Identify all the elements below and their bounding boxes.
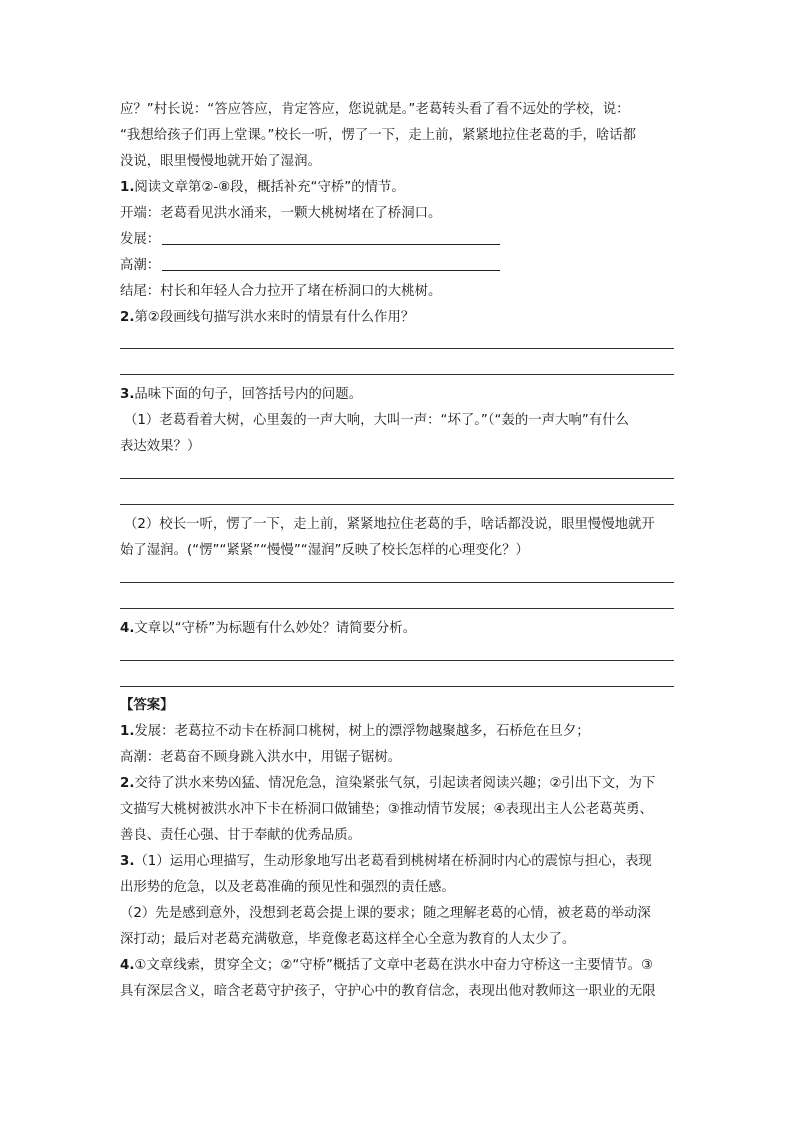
answer-1-number: 1.: [120, 724, 135, 739]
answer-4-number: 4.: [120, 958, 135, 973]
answer-3-number: 3.: [120, 854, 135, 869]
question-4-number: 4.: [120, 621, 135, 636]
question-3-1-answer-line-2[interactable]: [120, 504, 674, 505]
plot-climax: [120, 257, 500, 275]
answer-4-line-1: [120, 957, 653, 975]
passage-line-2: “我想给孩子们再上堂课。”校长一听，愣了一下，走上前，紧紧地拉住老葛的手，啥话都: [120, 128, 637, 143]
question-3-number: 3.: [120, 387, 135, 402]
answer-3-line-1: [120, 853, 652, 871]
question-4: [120, 620, 416, 638]
climax-label: 高潮：: [120, 258, 161, 273]
answer-2-line-2: 文描写大桃树被洪水冲下卡在桥洞口做铺垫；③推动情节发展；④表现出主人公老葛英勇、: [120, 802, 653, 817]
development-label: 发展：: [120, 232, 161, 247]
question-1-number: 1.: [120, 180, 135, 195]
answer-4-text-1: ①文章线索，贯穿全文；②“守桥”概括了文章中老葛在洪水中奋力守桥这一主要情节。③: [134, 958, 653, 973]
question-1: [120, 179, 405, 197]
question-3-sub-2-line-2: 始了湿润。(“愣”“紧紧”“慢慢”“湿润”反映了校长怎样的心理变化？）: [120, 543, 529, 558]
question-3: [120, 386, 362, 404]
question-2-stem: 第②段画线句描写洪水来时的情景有什么作用？: [134, 310, 415, 325]
answer-3-line-3: （2）先是感到意外，没想到老葛会提上课的要求；随之理解老葛的心情，被老葛的举动深: [120, 906, 651, 921]
question-1-stem: 阅读文章第②-⑧段，概括补充“守桥”的情节。: [134, 180, 405, 195]
answer-2-line-3: 善良、责任心强、甘于奉献的优秀品质。: [120, 828, 362, 843]
question-3-2-answer-line-1[interactable]: [120, 582, 674, 583]
development-answer-blank[interactable]: [162, 231, 500, 245]
question-3-stem: 品味下面的句子，回答括号内的问题。: [134, 387, 363, 402]
question-3-2-answer-line-2[interactable]: [120, 608, 674, 609]
passage-line-1: 应？”村长说：“答应答应，肯定答应，您说就是。”老葛转头看了看不远处的学校，说：: [120, 102, 630, 117]
answer-2-line-1: [120, 775, 655, 793]
plot-ending: 结尾：村长和年轻人合力拉开了堵在桥洞口的大桃树。: [120, 284, 442, 299]
question-3-sub-1-line-1: （1）老葛看着大树，心里轰的一声大响，大叫一声：“坏了。”（“轰的一声大响”有什么: [124, 413, 629, 428]
answer-3-text-1: （1）运用心理描写，生动形象地写出老葛看到桃树堵在桥洞时内心的震惊与担心，表现: [134, 854, 652, 869]
question-3-1-answer-line-1[interactable]: [120, 478, 674, 479]
question-4-answer-line-2[interactable]: [120, 686, 674, 687]
question-2-number: 2.: [120, 310, 135, 325]
question-2-answer-line-1[interactable]: [120, 348, 674, 349]
answer-1-line-2: 高潮：老葛奋不顾身跳入洪水中，用锯子锯树。: [120, 750, 402, 765]
question-2-answer-line-2[interactable]: [120, 374, 674, 375]
answer-1-text-1: 发展：老葛拉不动卡在桥洞口桃树，树上的漂浮物越聚越多，石桥危在旦夕；: [134, 724, 590, 739]
question-3-sub-1-line-2: 表达效果？）: [120, 439, 201, 454]
answer-3-line-2: 出形势的危急，以及老葛准确的预见性和强烈的责任感。: [120, 880, 455, 895]
answer-heading: 【答案】: [120, 698, 174, 713]
question-2: [120, 309, 414, 327]
question-4-stem: 文章以“守桥”为标题有什么妙处？请简要分析。: [134, 621, 417, 636]
plot-development: [120, 231, 500, 249]
passage-line-3: 没说，眼里慢慢地就开始了湿润。: [120, 154, 321, 169]
question-4-answer-line-1[interactable]: [120, 660, 674, 661]
climax-answer-blank[interactable]: [162, 257, 500, 271]
answer-3-line-4: 深打动；最后对老葛充满敬意，毕竟像老葛这样全心全意为教育的人太少了。: [120, 932, 576, 947]
plot-start: 开端：老葛看见洪水涌来，一颗大桃树堵在了桥洞口。: [120, 206, 442, 221]
answer-2-number: 2.: [120, 776, 135, 791]
answer-4-line-2: 具有深层含义，暗含老葛守护孩子，守护心中的教育信念，表现出他对教师这一职业的无限: [120, 984, 656, 999]
question-3-sub-2-line-1: （2）校长一听，愣了一下，走上前，紧紧地拉住老葛的手，啥话都没说，眼里慢慢地就开: [124, 517, 655, 532]
answer-2-text-1: 交待了洪水来势凶猛、情况危急，渲染紧张气氛，引起读者阅读兴趣；②引出下文，为下: [134, 776, 656, 791]
answer-1-line-1: [120, 723, 590, 741]
